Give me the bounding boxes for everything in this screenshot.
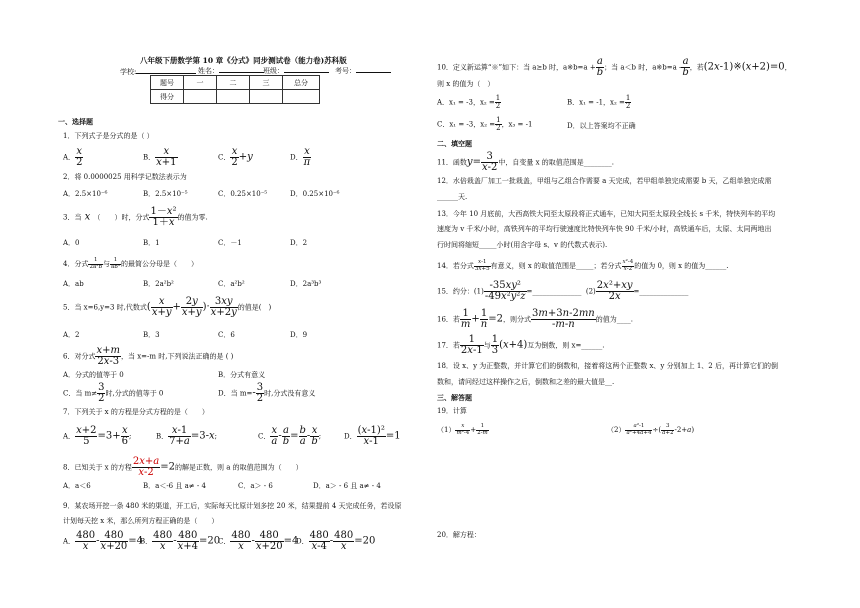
q5-option-b[interactable]: B．3 (143, 331, 160, 339)
q9-option-b[interactable]: B． $\frac{480}{x}$ - $\frac{480}{x+4}$ =20 (140, 530, 221, 552)
score-cell: 得分 (151, 90, 184, 104)
q8-option-b[interactable]: B．a＜-6 且 a≠ - 4 (143, 482, 206, 490)
q10-option-c[interactable]: C．x₁ = -3，x₂ = $\frac{1}{2}$ ，x₃ = -1 (437, 116, 533, 132)
question-13-line1: 13．今年 10 月底前，大西高铁大同至太原段将正式通车，已知大同至太原段全线长 s 千米，特快列车的平均 (437, 210, 776, 218)
question-19: 19．计算 (437, 407, 467, 415)
q1-option-b[interactable]: B． $\frac{x}{x+1}$ (143, 146, 177, 168)
q3-option-b[interactable]: B．1 (143, 239, 160, 247)
question-7: 7．下列关于 x 的方程是分式方程的是（ ） (63, 408, 209, 416)
q2-option-a[interactable]: A．2.5×10⁻⁶ (63, 190, 108, 198)
question-20: 20．解方程： (437, 531, 481, 539)
question-15: 15．约分：(1) $\frac{\text{-35xy²}}{\text{-49x²y²z}}$ =______________ (2) $\frac{\text{2x²+xy}}{2x}$ =______________ (437, 280, 689, 302)
question-10: 10．定义新运算“※”如下：当 a≥b 时，a※b=a + $\frac{a}{b}$ ；当 a＜b 时，a※b=a - $\frac{a}{b}$ ，若(2x-1)※(x+2)=0， (437, 56, 792, 78)
question-8: 8．已知关于 x 的方程 $\frac{2x+a}{x-2}$ =2的解是正数，则 a 的取值范围为（ ） (63, 456, 303, 478)
q19-part-2: （2） $\frac{\text{a²-1}}{\text{a²+4a+4}}$ ÷( $\frac{3}{a+2}$ -2+a) (607, 423, 695, 436)
score-header-cell: 总分 (283, 76, 320, 90)
score-cell[interactable] (217, 90, 250, 104)
score-cell[interactable] (250, 90, 283, 104)
score-header-cell: 二 (217, 76, 250, 90)
q3-option-d[interactable]: D．2 (290, 239, 308, 247)
class-field: 班级： (263, 66, 329, 76)
exam-no-field: 考号： (335, 66, 391, 76)
question-13-line3: 行时间将缩短_____小时(用含字母 s、v 的代数式表示). (437, 241, 608, 249)
score-table (150, 75, 320, 104)
q10-option-b[interactable]: B．x₁ = -1，x₂ = $\frac{1}{2}$ (567, 94, 631, 110)
q7-option-b[interactable]: B． $\frac{x-1}{7+a}$ =3-x; (156, 425, 217, 447)
question-9-line1: 9．某农场开挖一条 480 米的渠道，开工后，实际每天比原计划多挖 20 米，结果提前 4 天完成任务，若设原 (63, 502, 402, 510)
exam-title: 八年级下册数学第 10 章《分式》同步测试卷（能力卷)苏科版 (140, 56, 347, 65)
question-1: 1．下列式子是分式的是（ ） (63, 132, 154, 140)
question-18-line1: 18．设 x、y 为正整数，并计算它们的倒数和，接着将这两个正整数 x、y 分别加上 1、2 后，再计算它们的倒 (437, 362, 778, 370)
score-header-cell: 题号 (151, 76, 184, 90)
question-17: 17．若 $\frac{1}{2x-1}$ 与 $\frac{1}{3}$ (x+4)互为倒数，则 x=______. (437, 334, 605, 356)
question-11: 11．函数y= $\frac{3}{x-2}$ 中，自变量 x 的取值范围是________. (437, 151, 614, 173)
q1-option-d[interactable]: D． $\frac{x}{\pi}$ (290, 146, 311, 168)
question-16: 16．若 $\frac{1}{m}$ + $\frac{1}{n}$ =2，则分式 $\frac{3m+3n-2mn}{-m-n}$ 的值为____. (437, 308, 633, 330)
question-2: 2．将 0.0000025 用科学记数法表示为 (63, 173, 187, 181)
q4-option-a[interactable]: A．ab (63, 280, 84, 288)
q7-option-d[interactable]: D． $\frac{\text{(x-1)²}}{x-1}$ =1 (344, 425, 401, 447)
score-header-cell: 一 (184, 76, 217, 90)
section-fill: 二、填空题 (437, 139, 472, 148)
q9-option-c[interactable]: C． $\frac{480}{x}$ - $\frac{480}{x+20}$ =4 (218, 530, 299, 552)
q1-option-a[interactable]: A． $\frac{x}{2}$ (63, 146, 83, 168)
question-5: 5．当 x=6,y=3 时,代数式( $\frac{x}{x+y}$ + $\frac{2y}{x+y}$ )· $\frac{3xy}{x+2y}$ 的值是( ) (63, 296, 272, 318)
question-3: 3．当 x （ ）时，分式 $\frac{\text{1－x²}}{1+x}$ 的值为零. (63, 206, 208, 228)
q6-option-d[interactable]: D．当 m=- $\frac{3}{2}$ 时,分式没有意义 (218, 382, 316, 404)
score-header-cell: 三 (250, 76, 283, 90)
q2-option-d[interactable]: D．0.25×10⁻⁶ (290, 190, 340, 198)
q10-option-d[interactable]: D．以上答案均不正确 (567, 122, 636, 130)
q9-option-d[interactable]: D． $\frac{480}{x-4}$ - $\frac{480}{x}$ =20 (296, 530, 376, 552)
question-12-line2: ______天. (437, 193, 468, 201)
q2-option-c[interactable]: C．0.25×10⁻⁵ (218, 190, 268, 198)
score-cell[interactable] (184, 90, 217, 104)
q6-option-c[interactable]: C．当 m≠ $\frac{3}{2}$ 时,分式的值等于 0 (63, 382, 164, 404)
q3-option-a[interactable]: A．0 (63, 239, 80, 247)
q8-option-c[interactable]: C．a＞ - 6 (238, 482, 273, 490)
q4-option-d[interactable]: D．2a³b³ (290, 280, 322, 288)
q6-option-a[interactable]: A．分式的值等于 0 (63, 371, 124, 379)
q10-option-a[interactable]: A．x₁ = -3，x₂ = $\frac{1}{2}$ (437, 94, 501, 110)
q4-option-b[interactable]: B．2a²b² (143, 280, 174, 288)
question-6: 6．对分式 $\frac{x+m}{2x-3}$ ，当 x=-m 时,下列说法正确的是 ( ) (63, 345, 234, 367)
question-12-line1: 12．水倍栽盖厂加工一批栽盖，甲组与乙组合作需要 a 天完成，若甲组单独完成需要 b 天，乙组单独完成需 (437, 177, 772, 185)
q8-option-d[interactable]: D．a＞ - 6 且 a≠ - 4 (313, 482, 381, 490)
q5-option-d[interactable]: D．9 (290, 331, 308, 339)
q9-option-a[interactable]: A． $\frac{480}{x}$ - $\frac{480}{x+20}$ =4 (63, 530, 144, 552)
q8-option-a[interactable]: A．a＜6 (63, 482, 91, 490)
school-field: 学校: (120, 67, 196, 77)
q5-option-c[interactable]: C．6 (218, 331, 235, 339)
question-9-line2: 计划每天挖 x 米，那么所列方程正确的是（ ） (63, 517, 219, 525)
q2-option-b[interactable]: B．2.5×10⁻⁵ (143, 190, 188, 198)
q6-option-b[interactable]: B．分式有意义 (218, 371, 266, 379)
question-14: 14．若分式 $\frac{x-1}{3x+5}$ 有意义，则 x 的取值范围是_____；若分式 $\frac{\text{x²-4}}{x-2}$ 的值为 0，则 x 的值为______. (437, 259, 729, 272)
q7-option-c[interactable]: C． $\frac{x}{a}$ - $\frac{a}{b}$ = $\frac{b}{a}$ - $\frac{x}{b}$ ; (258, 425, 322, 447)
q3-option-c[interactable]: C．－1 (218, 239, 242, 247)
q1-option-c[interactable]: C． $\frac{x}{2}$ +y (218, 146, 253, 168)
question-10-tail: 则 x 的值为（ ） (437, 80, 495, 88)
question-4: 4．分式 $\frac{1}{\text{2a²b}}$ 与 $\frac{1}{\text{ab³}}$ 的最简公分母是（ ） (63, 257, 198, 270)
q19-part-1: （1） $\frac{x}{\text{m²-4}}$ + $\frac{1}{2-m}$ (437, 423, 488, 436)
q5-option-a[interactable]: A．2 (63, 331, 80, 339)
section-choice: 一、选择题 (58, 117, 93, 126)
section-solve: 三、解答题 (437, 393, 472, 402)
q7-option-a[interactable]: A． $\frac{x+2}{5}$ =3+ $\frac{x}{6}$ ; (63, 425, 132, 447)
question-13-line2: 速度为 v 千米/小时，高铁列车的平均行驶速度比特快列车快 90 千米/小时，高铁通车后，太原、太同两地出 (437, 225, 772, 233)
name-field: 姓名： (198, 66, 264, 76)
score-cell[interactable] (283, 90, 320, 104)
question-18-line2: 数和，请问经过这样操作之后，倒数和之差的最大值是__. (437, 378, 615, 386)
q4-option-c[interactable]: C．a²b² (218, 280, 245, 288)
